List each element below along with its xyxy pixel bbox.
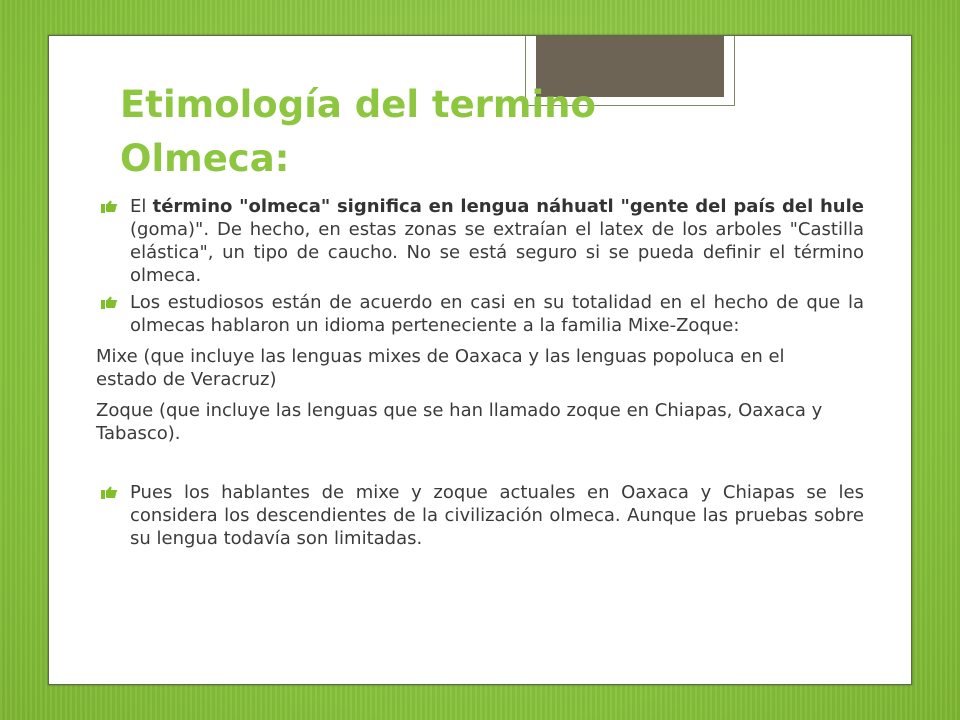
hand-pointer-icon [100,486,118,500]
bullet-item-etymology [96,195,864,287]
spacer [96,453,864,481]
bullet-2-text: Los estudiosos están de acuerdo en casi en su totalidad en el hecho de que la olmecas hablaron un idioma perteneciente a la familia Mixe-Zoque: [130,292,864,336]
bullet-1-rest: (goma)". De hecho, en estas zonas se extraían el latex de los arboles "Castilla elástica", un tipo de caucho. No se está seguro si se pueda definir el término olmeca. [130,219,864,286]
bullet-3-text: Pues los hablantes de mixe y zoque actuales en Oaxaca y Chiapas se les considera los descendientes de la civilización olmeca. Aunque las pruebas sobre su lengua todavía son limitadas. [130,482,864,549]
bullet-1-lead: El [130,196,153,217]
title-line-1: Etimología del termino [120,83,596,126]
hand-pointer-icon [100,200,118,214]
title-line-2: Olmeca: [120,137,290,180]
bullet-item-descendants [96,481,864,550]
bullet-item-language-family [96,291,864,337]
paragraph-zoque: Zoque (que incluye las lenguas que se han llamado zoque en Chiapas, Oaxaca y Tabasco). [96,400,823,444]
paragraph-mixe: Mixe (que incluye las lenguas mixes de Oaxaca y las lenguas popoluca en el estado de Veracruz) [96,346,785,390]
bullet-1-bold: término "olmeca" significa en lengua náhuatl "gente del país del hule [152,196,864,217]
slide-content [96,195,864,554]
slide-title [120,78,720,186]
hand-pointer-icon [100,296,118,310]
